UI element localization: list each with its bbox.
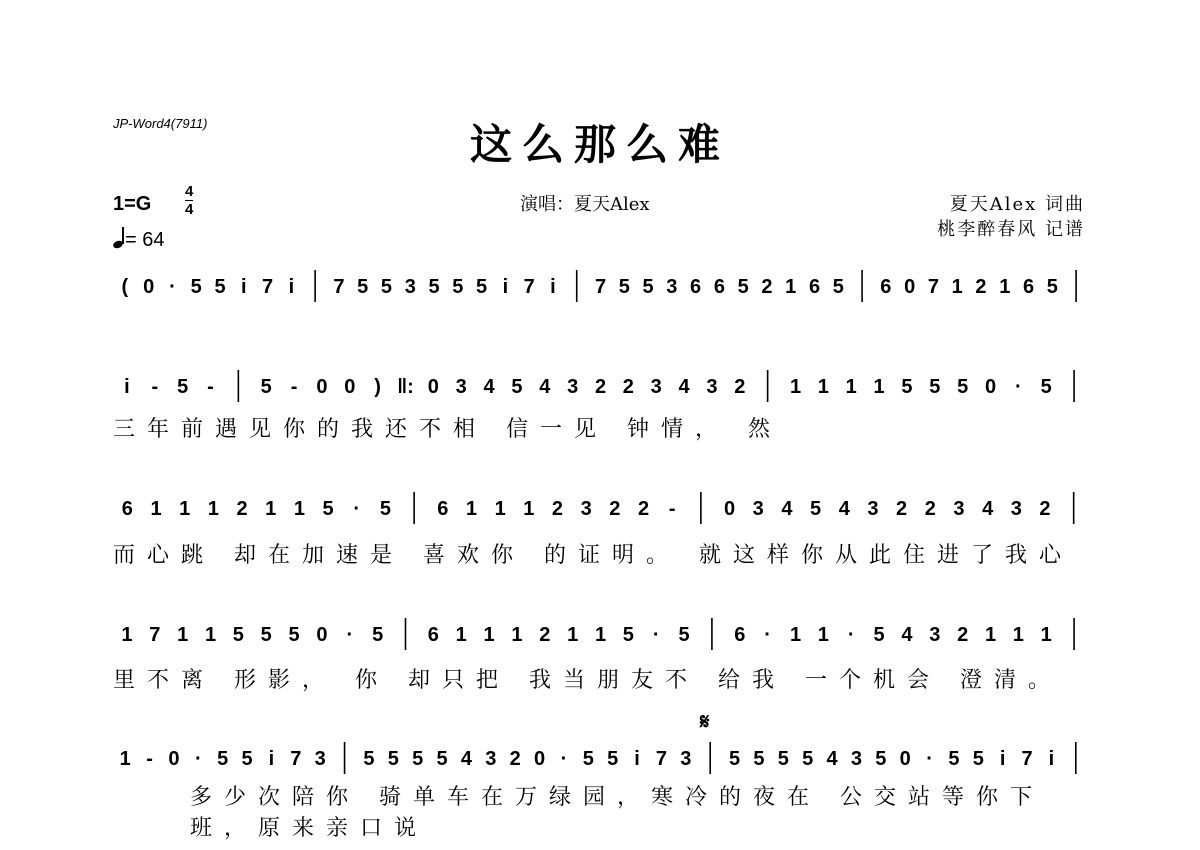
note-symbol: 1 [204, 624, 217, 646]
note-symbol: 5 [379, 498, 391, 520]
note-symbol: 1 [179, 498, 191, 520]
note-symbol: 5 [948, 748, 960, 770]
note-symbol: i [288, 276, 295, 298]
note-symbol: 5 [380, 276, 393, 298]
notation-row-5 [113, 738, 1088, 778]
note-symbol: 5 [387, 748, 399, 770]
note-symbol: 4 [982, 498, 994, 520]
note-symbol: - [290, 376, 298, 398]
note-symbol: 2 [236, 498, 248, 520]
note-symbol: 1 [511, 624, 523, 646]
notation-row-1 [113, 266, 1088, 306]
note-symbol: 5 [777, 748, 789, 770]
note-symbol: 4 [901, 624, 913, 646]
note-symbol: 5 [802, 748, 814, 770]
tempo-marking [113, 227, 164, 252]
singer-credit: 演唱：夏天Alex [520, 194, 650, 215]
note-symbol: 1 [594, 624, 607, 646]
note-symbol: 4 [539, 376, 551, 398]
note-symbol: ) [374, 376, 381, 398]
note-symbol: 2 [957, 624, 969, 646]
note-symbol: 1 [999, 276, 1011, 298]
note-symbol: i [124, 376, 130, 398]
note-symbol: 3 [850, 748, 862, 770]
note-symbol: 7 [262, 276, 274, 298]
note-symbol: 4 [838, 498, 850, 520]
note-symbol: i [502, 276, 509, 298]
note-symbol: 0 [427, 376, 439, 398]
note-symbol: 5 [412, 748, 424, 770]
note-symbol: 5 [241, 748, 253, 770]
segno-sign: 𝄋 [700, 710, 710, 735]
note-symbol: 2 [594, 376, 607, 398]
note-symbol: i [550, 276, 556, 298]
note-symbol: 5 [901, 376, 913, 398]
note-symbol: 5 [957, 376, 969, 398]
note-symbol: 1 [523, 498, 535, 520]
note-symbol: 5 [511, 376, 523, 398]
note-symbol: 3 [650, 376, 662, 398]
note-symbol: i [999, 748, 1006, 770]
note-symbol: 3 [666, 276, 678, 298]
note-symbol: 1 [951, 276, 963, 298]
note-symbol: 1 [1012, 624, 1024, 646]
note-symbol: 7 [290, 748, 302, 770]
note-symbol: 5 [322, 498, 334, 520]
note-symbol: i [634, 748, 640, 770]
note-symbol: 2 [509, 748, 521, 770]
note-symbol: 5 [177, 376, 189, 398]
note-symbol: 6 [713, 276, 725, 298]
watermark: JP-Word4(7911) [113, 116, 208, 131]
note-symbol: 0 [344, 376, 356, 398]
note-symbol: 3 [580, 498, 592, 520]
note-symbol: 5 [678, 624, 690, 646]
note-symbol: 5 [232, 624, 244, 646]
note-symbol: 6 [1022, 276, 1035, 298]
note-symbol: 3 [929, 624, 941, 646]
note-symbol: · [194, 748, 202, 770]
note-symbol: 1 [873, 376, 885, 398]
note-symbol: 1 [817, 376, 829, 398]
meter-bottom: 4 [185, 201, 194, 218]
note-symbol: 1 [177, 624, 189, 646]
note-symbol: 7 [333, 276, 345, 298]
note-symbol: 5 [214, 276, 226, 298]
note-symbol: 2 [637, 498, 650, 520]
note-symbol: 3 [485, 748, 497, 770]
note-symbol: 1 [789, 624, 802, 646]
note-symbol: 3 [867, 498, 879, 520]
note-symbol: 5 [372, 624, 384, 646]
note-symbol: 3 [953, 498, 965, 520]
note-symbol: 5 [753, 748, 765, 770]
note-symbol: 3 [455, 376, 467, 398]
note-symbol: 5 [363, 748, 375, 770]
note-symbol: 5 [875, 748, 887, 770]
note-symbol: 5 [729, 748, 741, 770]
note-symbol: 5 [190, 276, 202, 298]
lyric-line-5: 多少次陪你 骑单车在万绿园，寒冷的夜在 公交站等你下班，原来亲口说 [190, 785, 1044, 841]
note-symbol: 2 [539, 624, 551, 646]
note-symbol: 5 [972, 748, 984, 770]
note-symbol: · [926, 748, 933, 770]
note-symbol: · [560, 748, 568, 770]
note-symbol: 3 [404, 276, 416, 298]
note-symbol: 5 [428, 276, 440, 298]
note-symbol: 5 [288, 624, 300, 646]
note-symbol: 4 [781, 498, 793, 520]
transcriber-credit: 桃李醉春风 记谱 [937, 219, 1085, 240]
note-symbol: 6 [734, 624, 746, 646]
lyric-line-2: 三年前遇见你的我还不相 信一见 钟情， 然 [113, 417, 782, 442]
quarter-note-icon [113, 227, 125, 249]
note-symbol: 2 [1039, 498, 1051, 520]
note-symbol: 1 [121, 624, 133, 646]
note-symbol: 5 [260, 624, 272, 646]
note-symbol: 7 [1021, 748, 1033, 770]
time-signature [185, 184, 193, 217]
note-symbol: 1 [465, 498, 478, 520]
note-symbol: 0 [316, 376, 328, 398]
note-symbol: 5 [1046, 276, 1058, 298]
note-symbol: 5 [737, 276, 749, 298]
note-symbol: i [241, 276, 247, 298]
note-symbol: 5 [832, 276, 844, 298]
note-symbol: · [764, 624, 771, 646]
note-symbol: i [268, 748, 275, 770]
note-symbol: 5 [582, 748, 594, 770]
note-symbol: 1 [789, 376, 802, 398]
note-symbol: 7 [149, 624, 161, 646]
note-symbol: 6 [690, 276, 702, 298]
note-symbol: 1 [567, 624, 579, 646]
notation-row-2 [113, 366, 1088, 406]
note-symbol: 4 [678, 376, 690, 398]
note-symbol: 0 [316, 624, 328, 646]
note-symbol: 5 [618, 276, 630, 298]
note-symbol: 2 [622, 376, 634, 398]
note-symbol: 1 [119, 748, 131, 770]
note-symbol: 5 [607, 748, 619, 770]
note-symbol: 3 [314, 748, 326, 770]
note-symbol: 5 [436, 748, 448, 770]
note-symbol: 1 [494, 498, 506, 520]
note-symbol: 6 [121, 498, 133, 520]
note-symbol: 2 [734, 376, 746, 398]
note-symbol: 5 [260, 376, 272, 398]
note-symbol: 5 [1040, 376, 1052, 398]
note-symbol: 5 [622, 624, 634, 646]
note-symbol: 6 [880, 276, 892, 298]
note-symbol: 3 [567, 376, 579, 398]
note-symbol: 2 [975, 276, 987, 298]
note-symbol: 0 [984, 376, 997, 398]
note-symbol: 7 [594, 276, 607, 298]
note-symbol: 3 [680, 748, 692, 770]
note-symbol: 1 [265, 498, 277, 520]
note-symbol: 0 [168, 748, 180, 770]
note-symbol: 2 [609, 498, 621, 520]
note-symbol: 1 [817, 624, 829, 646]
note-symbol: - [146, 748, 153, 770]
note-symbol: 0 [899, 748, 911, 770]
note-symbol: - [151, 376, 159, 398]
note-symbol: 6 [808, 276, 821, 298]
note-symbol: 0 [534, 748, 546, 770]
meter-top: 4 [185, 183, 194, 200]
note-symbol: 1 [455, 624, 467, 646]
note-symbol: 5 [873, 624, 885, 646]
note-symbol: 5 [357, 276, 369, 298]
note-symbol: 6 [437, 498, 449, 520]
page-title: 这么那么难 [469, 120, 730, 169]
note-symbol: 2 [551, 498, 564, 520]
lyric-line-4: 里不离 形影， 你 却只把 我当朋友不 给我 一个机会 澄清。 [113, 668, 1062, 693]
note-symbol: 0 [723, 498, 736, 520]
tempo-value: = 64 [125, 229, 165, 251]
lyric-line-3: 而心跳 却在加速是 喜欢你 的证明。 就这样你从此住进了我心 [113, 543, 1073, 568]
note-symbol: 3 [1010, 498, 1022, 520]
note-symbol: 5 [810, 498, 822, 520]
note-symbol: ( [121, 276, 129, 298]
note-symbol: 3 [706, 376, 718, 398]
note-symbol: 7 [655, 748, 667, 770]
note-symbol: 1 [293, 498, 305, 520]
note-symbol: - [668, 498, 676, 520]
note-symbol: 5 [929, 376, 941, 398]
note-symbol: · [346, 624, 354, 646]
note-symbol: · [1015, 376, 1022, 398]
note-symbol: 5 [642, 276, 654, 298]
note-symbol: 1 [785, 276, 797, 298]
note-symbol: 0 [143, 276, 155, 298]
note-symbol: 6 [427, 624, 439, 646]
note-symbol: 2 [761, 276, 773, 298]
note-symbol: · [847, 624, 855, 646]
notation-row-3 [113, 488, 1088, 528]
note-symbol: 2 [924, 498, 936, 520]
note-symbol: 7 [927, 276, 939, 298]
note-symbol: i [1048, 748, 1055, 770]
note-symbol: 3 [752, 498, 764, 520]
note-symbol: 5 [452, 276, 464, 298]
note-symbol: 0 [904, 276, 916, 298]
note-symbol: 1 [1040, 624, 1052, 646]
note-symbol: 1 [150, 498, 162, 520]
note-symbol: 7 [523, 276, 535, 298]
note-symbol: - [207, 376, 214, 398]
note-symbol: · [169, 276, 176, 298]
note-symbol: 1 [207, 498, 219, 520]
note-symbol: ‖: [397, 376, 414, 398]
note-symbol: 5 [476, 276, 488, 298]
note-symbol: 1 [984, 624, 997, 646]
note-symbol: · [652, 624, 660, 646]
note-symbol: 4 [460, 748, 472, 770]
key-signature: 1=G [113, 193, 152, 215]
notation-row-4 [113, 614, 1088, 654]
note-symbol: 5 [217, 748, 229, 770]
note-symbol: · [353, 498, 361, 520]
lyrics-music-credit: 夏天Alex 词曲 [949, 194, 1085, 215]
note-symbol: 2 [896, 498, 908, 520]
note-symbol: 1 [483, 624, 495, 646]
note-symbol: 1 [845, 376, 857, 398]
note-symbol: 4 [826, 748, 838, 770]
note-symbol: 4 [483, 376, 495, 398]
